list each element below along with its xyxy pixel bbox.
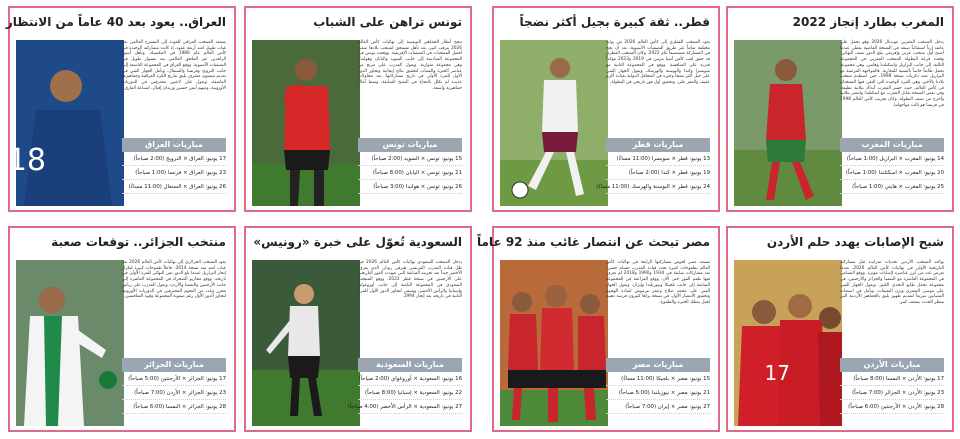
match-item: 15 يونيو: مصر × بلجيكا (11:00 مساءً)	[606, 376, 710, 386]
player-photo-image	[252, 260, 360, 426]
article-body: يعود المنتخب القطري إلى كأس العالم 2026 من بوابة مختلفة تماماً عبر طريق التصفيات الآسيوية، بعد أن نجح في المشاركة مستضيفاً عام 2022. وكان المنتخب القطري قد حقق لقب كأس آسيا مرتين في 2019 و2023 مؤكداً قدرته على المنافسة. ووقع في المجموعة الثانية مع سويسرا وكندا والبوسنة والهرسك، ويعول الجهاز الفني على جيل أكثر نضجاً وخبرة في المحافل الدولية بقيادة أكرم عفيف والمعز علي، وتحقيق أول فوز تاريخي في البطولة.	[606, 40, 710, 85]
match-item: 27 يونيو: مصر × إيران (7:00 صباحاً)	[606, 404, 710, 414]
article-title: مصر تبحث عن انتصار غائب منذ 92 عاماً	[477, 235, 710, 249]
article-body: يواجه المنتخب الأردني تحديات متزايدة قبل مشاركته التاريخية الأولى في نهائيات كأس العالم 2026، بعدما تعرض عدد من أبرز عناصره لإصابات مؤثرة. ووقع النشامى في المجموعة العاشرة مع النمسا والجزائر والأرجنتين، في مجموعة تحمل طابع التحدي الكبير. ويعول الجهاز الفني على موسى التعمري ويزن النعيمات، ويأمل في استعادة المصابين سريعاً لتقديم ظهور يليق بالجماهير الأردنية التي تنتظر الحدث بشغف كبير.	[840, 260, 945, 305]
matches-heading: مباريات تونس	[358, 138, 462, 152]
match-item: 27 يونيو: السعودية × الرأس الأخضر (4:00 صباحاً)	[358, 404, 462, 414]
matches-heading: مباريات قطر	[606, 138, 710, 152]
article-title: شبح الإصابات يهدد حلم الأردن	[766, 235, 944, 249]
article-card-iraq	[5, 6, 236, 212]
matches-heading: مباريات السعودية	[358, 358, 462, 372]
player-photo	[500, 40, 608, 206]
article-card-saudi	[244, 226, 472, 432]
match-item: 19 يونيو: قطر × كندا (2:00 صباحاً)	[606, 170, 710, 180]
article-card-morocco	[726, 6, 954, 212]
match-item: 28 يونيو: الأردن × الأرجنتين (6:00 صباحاً)	[840, 404, 944, 414]
matches-heading: مباريات الأردن	[840, 358, 944, 372]
player-photo-image	[16, 260, 124, 426]
article-body: يعود المنتخب الجزائري إلى نهائيات كأس العالم 2026 بعد غياب امتد منذ نسخة 2014، حاملاً طموحات كبيرة لتكرار إنجاز البرازيل عندما بلغ الدور ثمن النهائي للمرة الأولى في تاريخه. ووقع محاربو الصحراء في المجموعة العاشرة إلى جانب الأرجنتين والنمسا والأردن، ويعول المدرب على رياض محرز وعدد من النجوم المحترفين في الدوريات الأوروبية لتجاوز الدور الأول رغم صعوبة المجموعة وقوة المنافسين.	[122, 260, 226, 300]
match-item: 17 يونيو: العراق × النرويج (2:00 صباحاً)	[122, 156, 226, 166]
player-photo	[252, 260, 360, 426]
article-body: تنجح أنظار الجماهير التونسية إلى نهائيات كأس العالم 2026 بترقب كبير، بعد تأهل مستحق لمنتخب بلادها ضمن أفضل المنتخبات في التصفيات الإفريقية. ووقعت تونس في المجموعة السادسة إلى جانب السويد واليابان وهولندا، وهي مجموعة متوازنة. ويعول المدرب على مزيج من عناصر الخبرة والشباب لتحقيق نتائج إيجابية وتجاوز الدور الأول للمرة الأولى في تاريخ مشاركاتها، بعد محاولات عديدة لم تكلل بالنجاح في النسخ السابقة، وسط آمال جماهيرية واسعة.	[358, 40, 462, 91]
article-title: المغرب بطارد إنجاز 2022	[792, 15, 944, 29]
article-title: منتخب الجزائر.. توقعات صعبة	[51, 235, 226, 249]
match-item: 23 يونيو: الأردن × الجزائر (7:00 صباحاً)	[840, 390, 944, 400]
article-card-algeria	[8, 226, 236, 432]
player-photo-image	[734, 40, 842, 206]
match-item: 16 يونيو: السعودية × أوروغواي (2:00 صباحاً)	[358, 376, 462, 386]
article-title: تونس تراهن على الشباب	[313, 15, 462, 29]
match-item: 26 يونيو: العراق × السنغال (11:00 مساءً)	[122, 184, 226, 194]
match-item: 21 يونيو: مصر × نيوزيلندا (5:00 صباحاً)	[606, 390, 710, 400]
article-body: يدخل المنتخب المغربي مونديال 2026 وهو يحمل على عاتقه إرثاً استثنائياً صنعه في النسخة الماضية بقطر، عندما أصبح أول منتخب عربي وإفريقي يبلغ الدور نصف النهائي. وقعت قرعة البطولة المنتخب المغربي في المجموعة الثالثة، إلى جانب البرازيل واسكتلندا وهايتي، وهي مجموعة تحمل طابعاً خاصاً بالنسبة للمغاربة. فالمواجهة المرتقبة مع البرازيل تعيد ذكريات نسخة 1998، حين اصطدم منتخب بلادنا بالأخير، وهي المرة الوحيدة التي التقى فيها المنتخبان في كأس العالم، حيث خسر المغرب آنذاك بثلاثية نظيفة. وفي نفس النسخة تقابل المغرب مع اسكتلندا وانتصر بثلاثية وأخرج من نصف البطولة، وكان تجريب كأس العالم 1998 في فرنسا هو ثالث مواجهاتنا.	[840, 40, 944, 108]
player-photo-image	[500, 40, 608, 206]
match-item: 23 يونيو: الجزائر × الأردن (7:00 صباحاً)	[122, 390, 226, 400]
article-title: قطر.. ثقة كبيرة بجيل أكثر نضجاً	[519, 15, 710, 29]
player-photo-image	[734, 260, 842, 426]
match-item: 15 يونيو: تونس × السويد (2:00 صباحاً)	[358, 156, 462, 166]
match-item: 14 يونيو: المغرب × البرازيل (1:00 صباحاً)	[840, 156, 944, 166]
player-photo	[734, 40, 842, 206]
match-list	[122, 376, 226, 418]
matches-heading: مباريات الجزائر	[122, 358, 226, 372]
matches-heading: مباريات مصر	[606, 358, 710, 372]
match-list	[347, 376, 462, 418]
article-body: يستعد المنتخب العراقي للعودة إلى المسرح العالمي بعد غياب طويل امتد أربعة عقود، إذ كانت مشاركته الوحيدة في كأس العالم عام 1986 في المكسيك. وتأهل أسود الرافدين عبر الملحق العالمي بعد مشوار طويل في التصفيات الآسيوية. ووقع العراق في المجموعة التاسعة إلى جانب النرويج وفرنسا والسنغال، ويأمل الجهاز الفني في تقديم مستوى مشرف يليق بتاريخ الكرة العراقية وجماهيرها العاشقة، ويعول على لاعبين محترفين في الدوريات الأوروبية، ومنهم أيمن حسين وزيدان إقبال، لصناعة الفارق.	[122, 40, 226, 91]
match-list	[606, 376, 710, 418]
match-item: 24 يونيو: قطر × البوسنة والهرسك (11:00 مساءً)	[606, 184, 710, 194]
article-title: السعودية تُعوّل على خبرة «رونيس»	[253, 235, 462, 249]
match-item: 22 يونيو: السعودية × إسبانيا (8:00 صباحاً)	[358, 390, 462, 400]
player-photo	[252, 40, 360, 206]
match-list	[840, 156, 944, 198]
match-item: 23 يونيو: العراق × فرنسا (1:00 صباحاً)	[122, 170, 226, 180]
player-photo	[7, 40, 124, 206]
svg-text:18: 18	[7, 143, 46, 178]
match-list	[840, 376, 944, 418]
article-card-qatar	[492, 6, 720, 212]
article-card-egypt	[477, 226, 720, 432]
match-list	[358, 156, 462, 198]
match-list	[596, 156, 710, 198]
match-item: 26 يونيو: تونس × هولندا (3:00 صباحاً)	[358, 184, 462, 194]
article-card-tunisia	[244, 6, 472, 212]
player-photo	[16, 260, 124, 426]
match-item: 21 يونيو: تونس × اليابان (8:00 صباحاً)	[358, 170, 462, 180]
player-photo-image	[252, 40, 360, 206]
article-title: العراق.. يعود بعد 40 عاماً من الانتظار	[5, 15, 226, 29]
player-photo-image	[7, 40, 124, 206]
match-list	[122, 156, 226, 198]
article-body: تستعد مصر لخوض مشاركتها الرابعة في نهائيات كأس العالم بطموحات كبيرة تحت قيادة المدرب حسام حسن، بعد مشاركات سابقة في 1934 و1990 و2018 لم تعرف فيها طعم الفوز حتى الآن. ووقع الفراعنة في المجموعة السابعة إلى جانب بلجيكا ونيوزيلندا وإيران، ويعول الجهاز الفني على محمد صلاح وعمر مرموش لقيادة الهجوم وتحقيق الانتصار الأول، في نسخة يراها كثيرون فرصة ذهبية لجيل يمتلك الخبرة والطموح.	[606, 260, 710, 305]
player-photo	[500, 260, 608, 426]
match-item: 13 يونيو: قطر × سويسرا (11:00 مساءً)	[606, 156, 710, 166]
matches-heading: مباريات المغرب	[840, 138, 944, 152]
player-photo	[734, 260, 842, 426]
player-photo-image	[500, 260, 608, 426]
matches-heading: مباريات العراق	[122, 138, 226, 152]
article-body: يدخل المنتخب السعودي نهائيات كأس العالم 2026 في ظل قيادة المدرب الفرنسي هيرفي رونار، الذي يعرف الأخضر جيداً بعد تجربته السابقة التي شهدت الفوز التاريخي على الأرجنتين في نسخة قطر 2022. ووقع المنتخب السعودي في المجموعة الثامنة إلى جانب أوروغواي وإسبانيا والرأس الأخضر، ويسعى لتجاوز الدور الأول للمرة الثانية في تاريخه بعد إنجاز 1994.	[358, 260, 462, 300]
svg-text:17: 17	[764, 361, 790, 385]
article-card-jordan	[726, 226, 954, 432]
match-item: 17 يونيو: الجزائر × الأرجنتين (5:00 صباحاً)	[122, 376, 226, 386]
match-item: 28 يونيو: الجزائر × النمسا (6:00 صباحاً)	[122, 404, 226, 414]
match-item: 20 يونيو: المغرب × اسكتلندا (1:00 صباحاً)	[840, 170, 944, 180]
match-item: 17 يونيو: الأردن × النمسا (8:00 صباحاً)	[840, 376, 944, 386]
match-item: 25 يونيو: المغرب × هايتي (1:00 صباحاً)	[840, 184, 944, 194]
